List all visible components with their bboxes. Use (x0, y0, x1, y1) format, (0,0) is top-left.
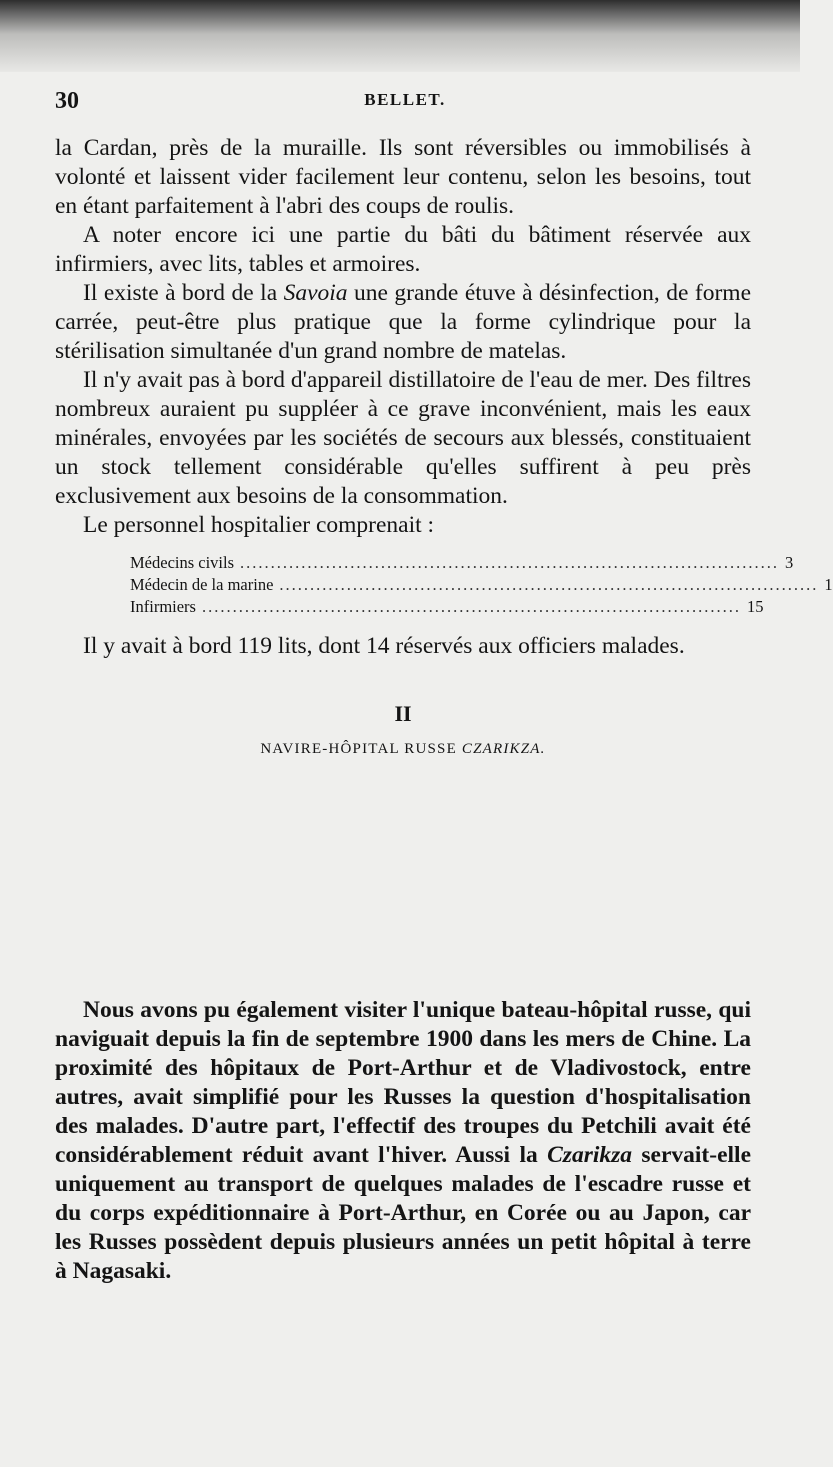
ship-name-czarikza: Czarikza (547, 1142, 633, 1168)
personnel-list (130, 552, 833, 618)
page-header (55, 88, 755, 116)
personnel-label: Médecins civils (130, 553, 235, 572)
personnel-count: 3 (785, 553, 794, 572)
section-title-ship: CZARIKZA. (461, 741, 546, 757)
section-number: II (394, 701, 412, 726)
paragraph-filtres: Il n'y avait pas à bord d'appareil distillatoire de l'eau de mer. Des filtres nombreux auraient pu suppléer à ce grave inconvénient, mais les eaux minérales, envoyées par les sociétés de secours aux blessés, constituaient un stock tellement considérable qu'elles suffirent à peu près exclusivement aux besoins de la consommation. (55, 367, 751, 509)
section-title-prefix: NAVIRE-HÔPITAL RUSSE (260, 741, 462, 757)
paragraph-lits: Il y avait à bord 119 lits, dont 14 réservés aux officiers malades. (83, 633, 685, 659)
text-block-upper (55, 134, 833, 758)
paragraph-etuve (55, 279, 751, 366)
dot-leader: ........................................................................................ (279, 575, 819, 594)
paragraph-etuve-start: Il existe à bord de la (83, 280, 284, 306)
personnel-label: Infirmiers (130, 597, 196, 616)
dot-leader: ........................................................................................ (201, 597, 741, 616)
paragraph-continuation: la Cardan, près de la muraille. Ils sont réversibles ou immobilisés à volonté et laissent vider facilement leur contenu, selon les besoins, tout en étant parfaitement à l'abri des coups de roulis. (55, 135, 751, 219)
personnel-count: 15 (746, 597, 764, 616)
ship-name-savoia: Savoia (283, 280, 348, 306)
personnel-label: Médecin de la marine (130, 575, 274, 594)
running-head: BELLET. (364, 90, 446, 109)
list-item (130, 596, 764, 618)
paragraph-czarikza-start: Nous avons pu également visiter l'unique bateau-hôpital russe, qui naviguait depuis la fin de septembre 1900 dans les mers de Chine. La proximité des hôpitaux de Port-Arthur et de Vladivostock, entre autres, avait simplifié pour les Russes la question d'hospitalisation des malades. D'autre part, l'effectif des troupes du Petchili avait été considérablement réduit avant l'hiver. Aussi la (55, 997, 751, 1168)
paragraph-czarikza (55, 996, 751, 1286)
personnel-count: 1 (824, 575, 833, 594)
page-number: 30 (55, 88, 79, 114)
paragraph-personnel-intro: Le personnel hospitalier comprenait : (83, 512, 435, 538)
section-title (55, 741, 751, 758)
paragraph-etuve-end: une grande étuve à désinfection, de forme carrée, peut-être plus pratique que la forme cylindrique pour la stérilisation simultanée d'un grand nombre de matelas. (55, 280, 751, 364)
list-item (130, 552, 794, 574)
paragraph-infirmiers: A noter encore ici une partie du bâti du bâtiment réservée aux infirmiers, avec lits, tables et armoires. (55, 222, 751, 277)
paragraph-czarikza-end: servait-elle uniquement au transport de quelques malades de l'escadre russe et du corps expéditionnaire à Port-Arthur, en Corée ou au Japon, car les Russes possèdent depuis plusieurs années un petit hôpital à terre à Nagasaki. (55, 1142, 751, 1284)
list-item (130, 574, 833, 596)
text-block-lower (55, 996, 751, 1286)
dot-leader: ........................................................................................ (240, 553, 780, 572)
